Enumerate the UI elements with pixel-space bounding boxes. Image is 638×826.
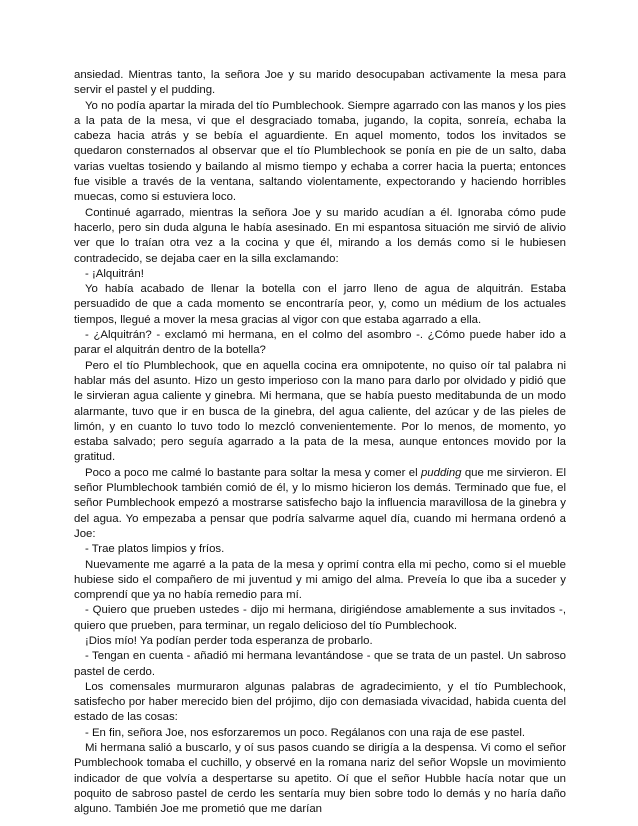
paragraph: Yo no podía apartar la mirada del tío Pumblechook. Siempre agarrado con las manos y los pies a la pata de la mesa, vi que el desgraciado tomaba, jugando, la copita, sonreía, echaba la cabeza hacia atrás y se bebía el aguardiente. En aquel momento, todos los invitados se quedaron consternados al observar que el tío Plumblechook se ponía en pie de un salto, daba varias vueltas tosiendo y bailando al mismo tiempo y echaba a correr hacia la puerta; entonces fue visible a través de la ventana, saltando violentamente, expectorando y haciendo horribles muecas, como si estuviera loco. [74,99,566,204]
paragraph: Los comensales murmuraron algunas palabras de agradecimiento, y el tío Pumblechook, satisfecho por haber merecido bien del prójimo, dijo con demasiada vivacidad, habida cuenta del estado de las cosas: [74,680,566,724]
italic-word: pudding [420,466,462,479]
paragraph: Continué agarrado, mientras la señora Joe y su marido acudían a él. Ignoraba cómo pude hacerlo, pero sin duda alguna le había asesinado. En mi espantosa situación me sirvió de alivio ver que lo traían otra vez a la cocina y que él, mirando a los demás como si le hubiesen contradecido, se dejaba caer en la silla exclamando: [74,206,566,265]
paragraph: - Tengan en cuenta - añadió mi hermana levantándose - que se trata de un pastel. Un sabroso pastel de cerdo. [74,650,566,678]
paragraph: - Quiero que prueben ustedes - dijo mi hermana, dirigiéndose amablemente a sus invitados -, quiero que prueben, para terminar, un regalo delicioso del tío Pumblechook. [74,604,566,632]
paragraph-text: Poco a poco me calmé lo bastante para soltar la mesa y comer el [85,466,418,479]
paragraph: - En fin, señora Joe, nos esforzaremos un poco. Regálanos con una raja de ese pastel. [85,726,526,739]
paragraph-with-italic [74,466,566,542]
paragraph: Pero el tío Plumblechook, que en aquella cocina era omnipotente, no quiso oír tal palabra ni hablar más del asunto. Hizo un gesto imperioso con la mano para darlo por olvidado y pidió que le sirvieran agua caliente y ginebra. Mi hermana, que se había puesto meditabunda de un modo alarmante, tuvo que ir en busca de la ginebra, del agua caliente, del azúcar y de las pieles de limón, y en cuanto lo tuvo todo lo mezcló convenientemente. Por lo menos, de momento, yo estaba salvado; pero seguía agarrado a la pata de la mesa, aunque entonces movido por la gratitud. [74,359,566,464]
document-page [74,68,566,818]
paragraph: ¡Dios mío! Ya podían perder toda esperanza de probarlo. [85,634,373,647]
paragraph: Yo había acabado de llenar la botella con el jarro lleno de agua de alquitrán. Estaba persuadido de que a cada momento se encontraría peor, y, como un médium de los actuales tiempos, llegué a mover la mesa gracias al vigor con que estaba agarrado a ella. [74,283,566,326]
paragraph: - ¿Alquitrán? - exclamó mi hermana, en el colmo del asombro -. ¿Cómo puede haber ido a parar el alquitrán dentro de la botella? [74,329,566,357]
paragraph: - Trae platos limpios y fríos. [85,543,225,556]
paragraph: ansiedad. Mientras tanto, la señora Joe y su marido desocupaban activamente la mesa para servir el pastel y el pudding. [74,69,566,97]
paragraph: Nuevamente me agarré a la pata de la mesa y oprimí contra ella mi pecho, como si el mueble hubiese sido el compañero de mi juventud y mi amigo del alma. Preveía lo que iba a suceder y comprendí que ya no había remedio para mí. [74,558,566,602]
paragraph: - ¡Alquitrán! [85,267,144,280]
paragraph: Mi hermana salió a buscarlo, y oí sus pasos cuando se dirigía a la despensa. Vi como el señor Pumblechook tomaba el cuchillo, y observé en la romana nariz del señor Wopsle un movimiento indicador de que volvía a despertarse su apetito. Oí que el señor Hubble hacía notar que un poquito de sabroso pastel de cerdo les sentaría muy bien sobre todo lo demás y no haría daño alguno. También Joe me prometió que me darían [74,742,566,816]
paragraph-text: que me sirvieron. El señor Plumblechook también comió de él, y lo mismo hicieron los demás. Terminado que fue, el señor Pumblechook empezó a mostrarse satisfecho bajo la influencia maravillosa de la ginebra y del agua. Yo empezaba a pensar que podría salvarme aquel día, cuando mi hermana ordenó a Joe: [74,466,566,540]
